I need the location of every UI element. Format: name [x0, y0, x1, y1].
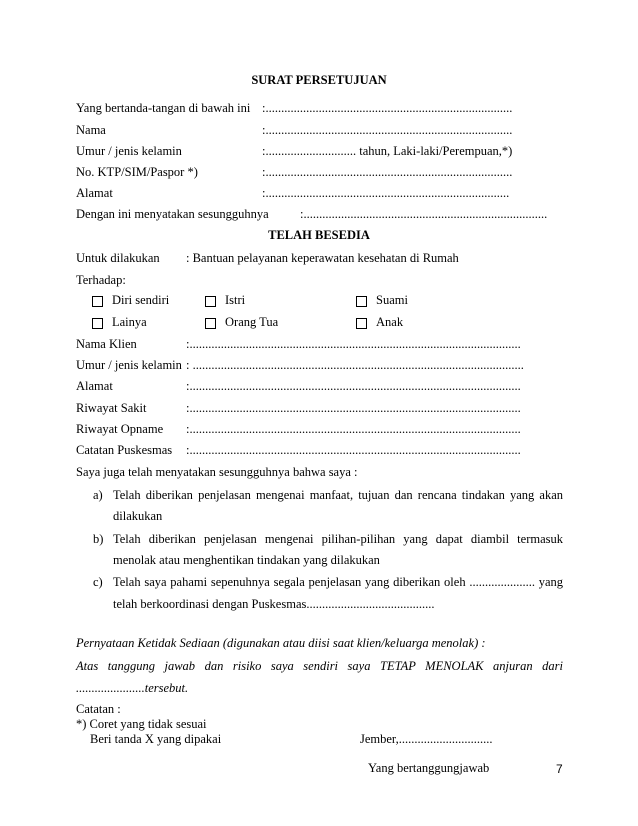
- client-value-address: :..........................................................................................................: [186, 379, 521, 393]
- field-label-id: No. KTP/SIM/Paspor *): [76, 165, 198, 179]
- option-istri: Istri: [225, 293, 246, 307]
- field-label-signer: Yang bertanda-tangan di bawah ini: [76, 101, 251, 115]
- statement-intro: Saya juga telah menyatakan sesungguhnya bahwa saya :: [76, 465, 358, 479]
- refusal-line1: Atas tanggung jawab dan risiko saya sendiri saya TETAP MENOLAK anjuran dari: [76, 659, 563, 673]
- statement-c-line2: telah berkoordinasi dengan Puskesmas.........................................: [113, 597, 435, 611]
- signature-signer: Yang bertanggungjawab: [368, 761, 490, 775]
- refusal-line2: ......................tersebut.: [76, 681, 189, 695]
- option-orang-tua: Orang Tua: [225, 315, 279, 329]
- checkbox-suami[interactable]: [356, 296, 367, 307]
- client-value-hospital-history: :..........................................................................................................: [186, 422, 521, 436]
- client-label-name: Nama Klien: [76, 337, 137, 351]
- field-label-age-gender: Umur / jenis kelamin: [76, 144, 182, 158]
- field-value-name: :...............................................................................: [262, 123, 513, 137]
- terhadap-label: Terhadap:: [76, 273, 126, 287]
- signature-place-date: Jember,..............................: [360, 732, 493, 746]
- declaration-value: :..............................................................................: [300, 207, 548, 221]
- client-label-illness-history: Riwayat Sakit: [76, 401, 147, 415]
- purpose-value: : Bantuan pelayanan keperawatan kesehatan di Rumah: [186, 251, 459, 265]
- client-label-puskesmas-notes: Catatan Puskesmas: [76, 443, 173, 457]
- statement-marker: c): [93, 575, 103, 589]
- field-value-id: :...............................................................................: [262, 165, 513, 179]
- option-anak: Anak: [376, 315, 404, 329]
- statement-b-line2: menolak atau menghentikan tindakan yang dilakukan: [113, 553, 380, 567]
- client-label-address: Alamat: [76, 379, 113, 393]
- option-lainya: Lainya: [112, 315, 147, 329]
- notes-label: Catatan :: [76, 702, 121, 716]
- client-value-name: :..........................................................................................................: [186, 337, 521, 351]
- checkbox-diri-sendiri[interactable]: [92, 296, 103, 307]
- checkbox-anak[interactable]: [356, 318, 367, 329]
- purpose-label: Untuk dilakukan: [76, 251, 160, 265]
- statement-b-line1: Telah diberikan penjelasan mengenai pilihan-pilihan yang dapat diambil termasuk: [113, 532, 563, 546]
- field-label-address: Alamat: [76, 186, 113, 200]
- client-label-age: Umur / jenis kelamin: [76, 358, 182, 372]
- note-strike: *) Coret yang tidak sesuai: [76, 717, 207, 731]
- section-subtitle: TELAH BESEDIA: [268, 228, 370, 242]
- statement-a-line1: Telah diberikan penjelasan mengenai manfaat, tujuan dan rencana tindakan yang akan: [113, 488, 563, 502]
- field-value-address: :..............................................................................: [262, 186, 510, 200]
- refusal-heading: Pernyataan Ketidak Sediaan (digunakan atau diisi saat klien/keluarga menolak) :: [76, 636, 486, 650]
- checkbox-lainya[interactable]: [92, 318, 103, 329]
- statement-a-line2: dilakukan: [113, 509, 163, 523]
- field-label-name: Nama: [76, 123, 106, 137]
- client-label-hospital-history: Riwayat Opname: [76, 422, 164, 436]
- statement-marker: b): [93, 532, 104, 546]
- option-suami: Suami: [376, 293, 408, 307]
- option-diri-sendiri: Diri sendiri: [112, 293, 170, 307]
- page-number: 7: [556, 762, 563, 776]
- checkbox-orang-tua[interactable]: [205, 318, 216, 329]
- note-mark-x: Beri tanda X yang dipakai: [90, 732, 222, 746]
- field-value-signer: :...............................................................................: [262, 101, 513, 115]
- client-value-age: : ..........................................................................................................: [186, 358, 524, 372]
- client-value-puskesmas-notes: :..........................................................................................................: [186, 443, 521, 457]
- client-value-illness-history: :..........................................................................................................: [186, 401, 521, 415]
- document-title: SURAT PERSETUJUAN: [251, 73, 387, 87]
- statement-marker: a): [93, 488, 103, 502]
- statement-c-line1: Telah saya pahami sepenuhnya segala penjelasan yang diberikan oleh ..................... yang: [113, 575, 563, 589]
- declaration-label: Dengan ini menyatakan sesungguhnya: [76, 207, 269, 221]
- checkbox-istri[interactable]: [205, 296, 216, 307]
- field-value-age-gender: :............................. tahun, Laki-laki/Perempuan,*): [262, 144, 513, 158]
